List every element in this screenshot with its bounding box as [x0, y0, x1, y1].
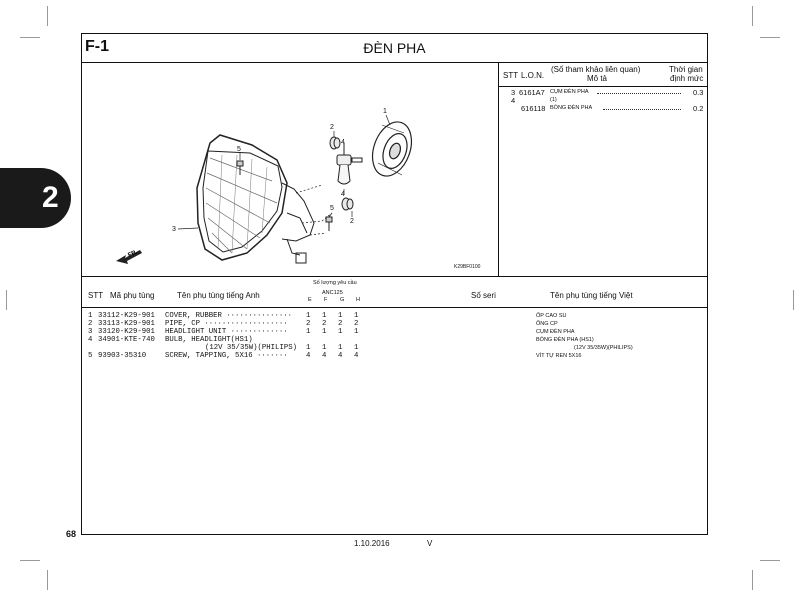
col-name-en: Tên phụ tùng tiếng Anh: [177, 291, 260, 300]
model-code: ANC125: [322, 290, 343, 296]
callout-label: 4: [341, 139, 345, 146]
labor-table-header: [499, 63, 707, 87]
page-number: 68: [66, 529, 77, 539]
crop-mark: [752, 570, 753, 590]
col-qty-f: F: [324, 297, 328, 303]
crop-mark: [752, 6, 753, 26]
col-lon: L.O.N.: [521, 71, 545, 80]
col-part-number: Mã phụ tùng: [110, 291, 155, 300]
crop-mark: [47, 570, 48, 590]
callout-label: 3: [172, 226, 176, 233]
bulb-drawing: [337, 143, 362, 184]
table-row: 1 33112-K29-901 COVER, RUBBER ··············· 1 1 1 1 ỐP CAO SU: [88, 312, 567, 320]
col-time-sub: định mức: [670, 74, 704, 83]
col-serial: Số seri: [471, 291, 496, 300]
col-qty-h: H: [356, 297, 360, 303]
table-row: 3 33120-K29-901 HEADLIGHT UNIT ············· 1 1 1 1 CỤM ĐÈN PHA: [88, 328, 575, 336]
page-title: ĐÈN PHA: [363, 40, 426, 56]
page-frame: [81, 33, 708, 535]
col-ref: (Số tham khảo liên quan): [551, 65, 641, 74]
labor-time-table: [499, 63, 707, 277]
col-name-vn: Tên phụ tùng tiếng Việt: [550, 291, 633, 300]
callout-label: 5: [330, 205, 334, 212]
col-stt: STT: [88, 291, 104, 300]
crop-mark: [793, 290, 794, 310]
chapter-number: 2: [42, 181, 59, 214]
callout-label: 2: [330, 124, 334, 131]
table-row: (12V 35/35W)(PHILIPS) 1 1 1 1 (12V 35/35W)(PHILIPS): [205, 344, 633, 352]
crop-mark: [20, 37, 40, 38]
section-code: F-1: [85, 38, 109, 55]
crop-mark: [6, 290, 7, 310]
crop-mark: [47, 6, 48, 26]
callout-label: 1: [383, 108, 387, 115]
fr-label: FR.: [127, 249, 139, 259]
table-row: 2 33113-K29-901 PIPE, CP ··················· 2 2 2 2 ỐNG CP: [88, 320, 558, 328]
title-bar: [82, 34, 707, 63]
figure-code: K29BF0100: [454, 264, 481, 270]
callout-label: 2: [350, 218, 354, 225]
col-stt: STT: [503, 71, 519, 80]
footer-version: V: [427, 539, 433, 548]
labor-row: 616118 BÓNG ĐÈN PHA 0.2: [521, 104, 704, 113]
parts-list-header: [82, 277, 707, 308]
crop-mark: [20, 560, 40, 561]
exploded-diagram: [82, 63, 499, 277]
rubber-cover-drawing: [366, 117, 419, 182]
crop-mark: [760, 37, 780, 38]
labor-row: 3 6161A7 CỤM ĐÈN PHA 0.3: [511, 88, 704, 97]
labor-row: 4 (1): [511, 96, 557, 105]
col-qty-e: E: [308, 297, 312, 303]
table-row: 4 34901-KTE-740 BULB, HEADLIGHT(HS1) BÓNG ĐÈN PHA (HS1): [88, 336, 594, 344]
col-time: Thời gian: [669, 65, 703, 74]
callout-label: 5: [237, 146, 241, 153]
chapter-tab: [0, 168, 71, 228]
callout-label: 4: [341, 191, 345, 198]
front-arrow-icon: [116, 249, 142, 264]
footer-date: 1.10.2016: [354, 539, 390, 548]
col-desc: Mô tả: [587, 74, 608, 83]
table-row: 5 93903-35310 SCREW, TAPPING, 5X16 ······· 4 4 4 4 VÍT TỰ REN 5X16: [88, 352, 582, 360]
headlight-diagram: [82, 63, 499, 277]
col-qty-group: Số lượng yêu cầu: [313, 280, 357, 286]
col-qty-g: G: [340, 297, 345, 303]
headlight-unit-drawing: [197, 135, 314, 263]
crop-mark: [760, 560, 780, 561]
